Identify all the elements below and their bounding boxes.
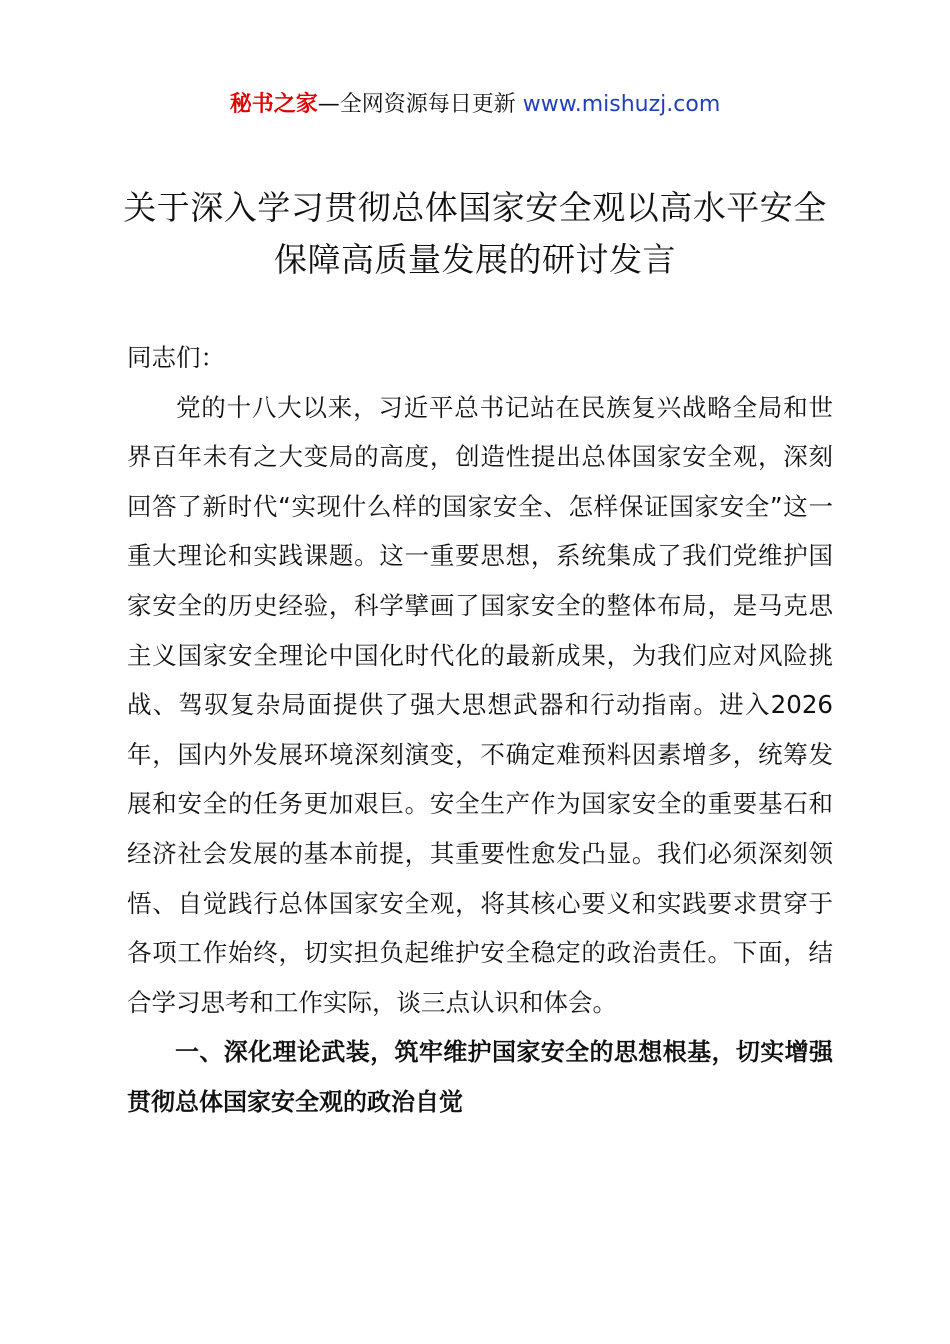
site-header (0, 88, 950, 122)
brand-name: 秘书之家 (229, 92, 318, 117)
document-body (127, 333, 833, 1127)
paragraph-intro: 党的十八大以来，习近平总书记站在民族复兴战略全局和世界百年未有之大变局的高度，创造性提出总体国家安全观，深刻回答了新时代“实现什么样的国家安全、怎样保证国家安全”这一重大理论和实践课题。这一重要思想，系统集成了我们党维护国家安全的历史经验，科学擘画了国家安全的整体布局，是马克思主义国家安全理论中国化时代化的最新成果，为我们应对风险挑战、驾驭复杂局面提供了强大思想武器和行动指南。进入2026年，国内外发展环境深刻演变，不确定难预料因素增多，统筹发展和安全的任务更加艰巨。安全生产作为国家安全的重要基石和经济社会发展的基本前提，其重要性愈发凸显。我们必须深刻领悟、自觉践行总体国家安全观，将其核心要义和实践要求贯穿于各项工作始终，切实担负起维护安全稳定的政治责任。下面，结合学习思考和工作实际，谈三点认识和体会。 (127, 392, 833, 1017)
section-heading-1: 一、深化理论武装，筑牢维护国家安全的思想根基，切实增强贯彻总体国家安全观的政治自觉 (127, 1037, 833, 1116)
salutation: 同志们： (127, 343, 225, 372)
header-tagline: —全网资源每日更新 (317, 92, 523, 117)
document-title: 关于深入学习贯彻总体国家安全观以高水平安全保障高质量发展的研讨发言 (123, 188, 827, 279)
site-url-link[interactable]: www.mishuzj.com (522, 92, 721, 117)
